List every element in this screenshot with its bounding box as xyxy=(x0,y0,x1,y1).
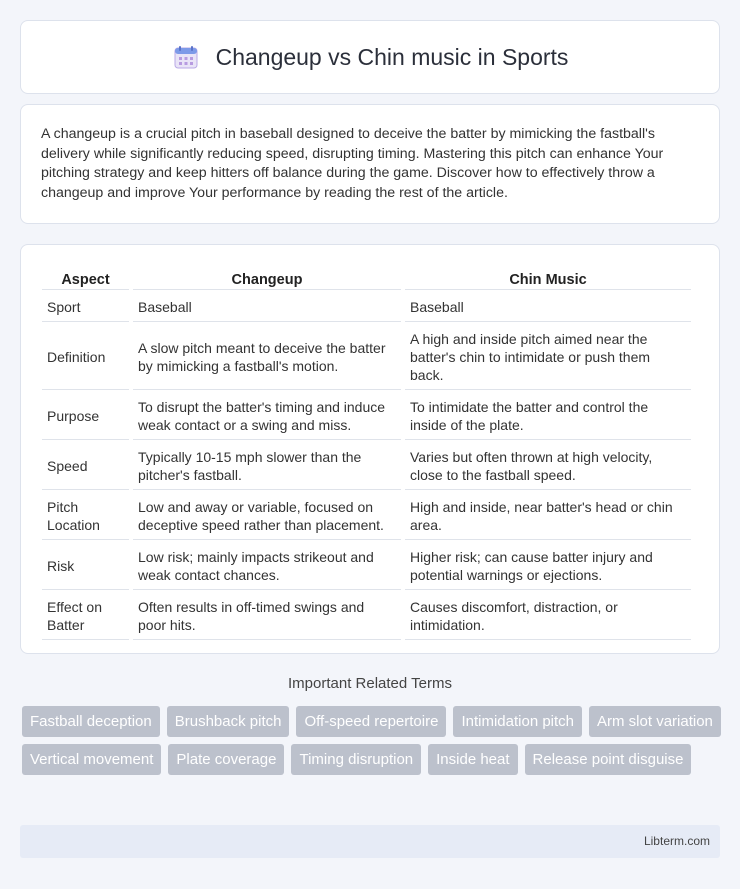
table-row xyxy=(42,492,691,540)
row-chin-music: Baseball xyxy=(405,292,691,322)
row-chin-music: Causes discomfort, distraction, or intimidation. xyxy=(405,592,691,640)
row-changeup: A slow pitch meant to deceive the batter by mimicking a fastball's motion. xyxy=(133,324,401,390)
row-aspect: Risk xyxy=(42,542,129,590)
row-aspect: Pitch Location xyxy=(42,492,129,540)
term-tag[interactable]: Inside heat xyxy=(428,744,517,775)
related-terms-list xyxy=(22,706,722,775)
row-changeup: To disrupt the batter's timing and induce weak contact or a swing and miss. xyxy=(133,392,401,440)
header-card xyxy=(20,20,720,94)
row-chin-music: Varies but often thrown at high velocity, close to the fastball speed. xyxy=(405,442,691,490)
table-row xyxy=(42,442,691,490)
row-aspect: Effect on Batter xyxy=(42,592,129,640)
table-header-row xyxy=(42,269,691,290)
row-aspect: Purpose xyxy=(42,392,129,440)
term-tag[interactable]: Release point disguise xyxy=(525,744,692,775)
intro-text: A changeup is a crucial pitch in baseball designed to deceive the batter by mimicking the fastball's delivery while significantly reducing speed, disrupting timing. Mastering this pitch can enhance Your pitching strategy and keep hitters off balance during the game. Discover how to effectively throw a changeup and improve Your performance by reading the rest of the article. xyxy=(41,126,664,201)
table-row xyxy=(42,324,691,390)
row-changeup: Low risk; mainly impacts strikeout and weak contact chances. xyxy=(133,542,401,590)
footer-site-link[interactable]: Libterm.com xyxy=(643,834,710,848)
row-changeup: Typically 10-15 mph slower than the pitcher's fastball. xyxy=(133,442,401,490)
table-row xyxy=(42,292,691,322)
term-tag[interactable]: Off-speed repertoire xyxy=(296,706,446,737)
row-changeup: Baseball xyxy=(133,292,401,322)
calendar-icon xyxy=(172,43,200,71)
term-tag[interactable]: Plate coverage xyxy=(168,744,284,775)
row-aspect: Sport xyxy=(42,292,129,322)
term-tag[interactable]: Brushback pitch xyxy=(167,706,290,737)
row-chin-music: High and inside, near batter's head or chin area. xyxy=(405,492,691,540)
term-tag[interactable]: Arm slot variation xyxy=(589,706,721,737)
related-terms-title: Important Related Terms xyxy=(288,675,452,692)
row-changeup: Often results in off-timed swings and poor hits. xyxy=(133,592,401,640)
header-changeup: Changeup xyxy=(133,269,401,290)
table-row xyxy=(42,592,691,640)
header-chin-music: Chin Music xyxy=(405,269,691,290)
row-chin-music: Higher risk; can cause batter injury and potential warnings or ejections. xyxy=(405,542,691,590)
table-row xyxy=(42,542,691,590)
table-row xyxy=(42,392,691,440)
term-tag[interactable]: Vertical movement xyxy=(22,744,161,775)
row-chin-music: To intimidate the batter and control the inside of the plate. xyxy=(405,392,691,440)
intro-card xyxy=(20,104,720,224)
comparison-table-card xyxy=(20,244,720,654)
row-aspect: Speed xyxy=(42,442,129,490)
comparison-table xyxy=(38,267,695,642)
row-changeup: Low and away or variable, focused on deceptive speed rather than placement. xyxy=(133,492,401,540)
row-chin-music: A high and inside pitch aimed near the batter's chin to intimidate or push them back. xyxy=(405,324,691,390)
page-title: Changeup vs Chin music in Sports xyxy=(215,43,569,70)
term-tag[interactable]: Intimidation pitch xyxy=(453,706,582,737)
row-aspect: Definition xyxy=(42,324,129,390)
term-tag[interactable]: Fastball deception xyxy=(22,706,160,737)
header-aspect: Aspect xyxy=(42,269,129,290)
footer xyxy=(20,825,720,858)
term-tag[interactable]: Timing disruption xyxy=(291,744,421,775)
